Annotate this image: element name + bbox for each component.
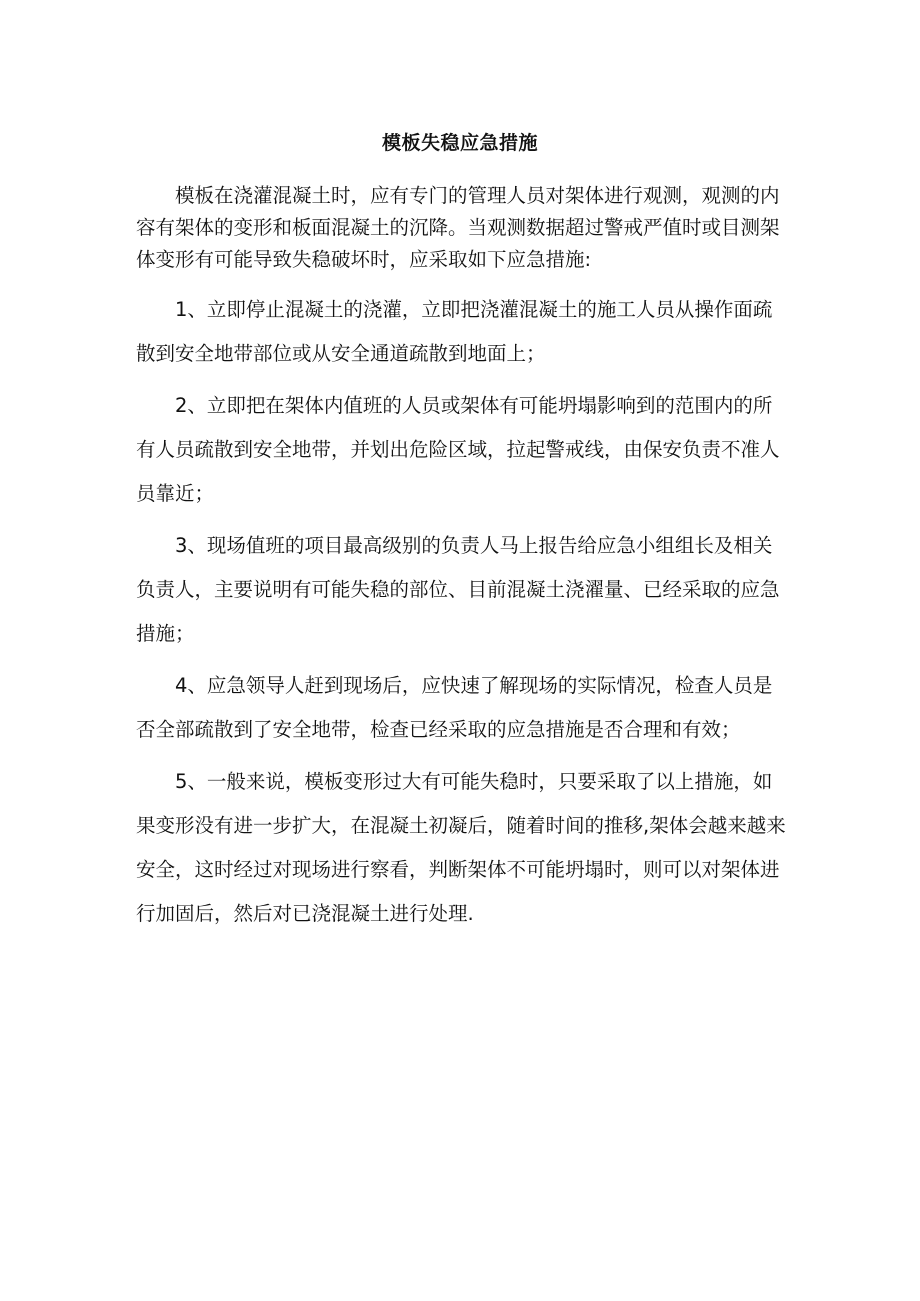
measure-item-4: 4、应急领导人赶到现场后，应快速了解现场的实际情况，检查人员是否全部疏散到了安全地带，检查已经采取的应急措施是否合理和有效； (136, 674, 773, 741)
document-body (136, 180, 786, 944)
measure-item-5: 5、一般来说，模板变形过大有可能失稳时，只要采取了以上措施，如果变形没有进一步扩大，在混凝土初凝后，随着时间的推移,架体会越来越来安全，这时经过对现场进行察看，判断架体不可能坍塌时，则可以对架体进行加固后，然后对已浇混凝土进行处理. (136, 770, 786, 925)
measure-item-2: 2、立即把在架体内值班的人员或架体有可能坍塌影响到的范围内的所有人员疏散到安全地带，并划出危险区域，拉起警戒线，由保安负责不准人员靠近； (136, 394, 780, 505)
document-title: 模板失稳应急措施 (381, 132, 538, 154)
measure-item-1: 1、立即停止混凝土的浇灌，立即把浇灌混凝土的施工人员从操作面疏散到安全地带部位或从安全通道疏散到地面上； (136, 298, 773, 365)
intro-paragraph: 模板在浇灌混凝土时，应有专门的管理人员对架体进行观测，观测的内容有架体的变形和板面混凝土的沉降。当观测数据超过警戒严值时或目测架体变形有可能导致失稳破坏时，应采取如下应急措施: (136, 184, 780, 271)
measure-item-3: 3、现场值班的项目最高级别的负责人马上报告给应急小组组长及相关负责人，主要说明有可能失稳的部位、目前混凝土浇濯量、已经采取的应急措施； (136, 534, 780, 645)
